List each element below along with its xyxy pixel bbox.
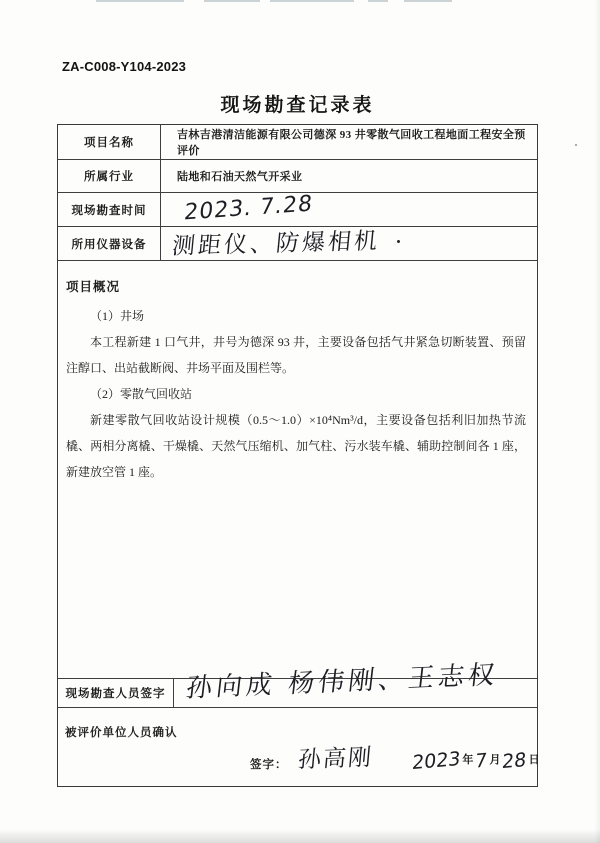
overview-heading: 项目概况 [66,280,121,294]
equipment-label: 所用仪器设备 [71,238,147,251]
sign-here-label: 签字： [250,759,288,771]
confirmation-label: 被评价单位人员确认 [65,727,178,739]
day-unit-label: 日 [528,753,540,766]
scan-bottom-shadow [0,829,600,843]
year-unit-label: 年 [462,753,474,766]
scan-right-shadow [594,0,600,843]
scan-edge-mark [270,0,354,2]
confirmation-cell [58,708,537,787]
industry-label: 所属行业 [84,171,134,183]
handwritten-day: 28 [501,748,528,774]
handwritten-survey-date: 2023. 7.28 [182,191,315,226]
industry-label-cell [58,160,161,192]
handwritten-equipment-list: 测距仪、防爆相机 [170,228,382,260]
overview-section1-body: 本工程新建 1 口气井，井号为德深 93 井，主要设备包括气井紧急切断装置、预留注醇口、出站截断阀、井场平面及围栏等。 [66,335,526,375]
handwritten-month: 7 [474,749,489,773]
table-row-industry [58,160,537,193]
equipment-value-cell [161,227,537,260]
surveyor-signatures-value-cell [174,679,537,707]
month-unit-label: 月 [489,753,501,766]
survey-form-table [57,124,538,787]
project-name-label-cell [58,125,161,159]
table-row-project-name [58,125,537,160]
overview-section2-body: 新建零散气回收站设计规模（0.5～1.0）×10⁴Nm³/d，主要设备包括利旧加热节流橇、两相分离橇、干燥橇、天然气压缩机、加气柱、污水装车橇、辅助控制间各 1 座，新建放空管 1 座。 [66,413,526,479]
survey-time-label: 现场勘查时间 [71,204,147,217]
scan-edge-mark [96,0,184,2]
surveyor-signatures-label: 现场勘查人员签字 [65,688,166,700]
survey-time-value-cell [161,193,537,226]
survey-time-label-cell [58,193,161,226]
industry-value: 陆地和石油天然气开采业 [177,171,303,183]
overview-section1-title: （1）井场 [90,309,145,323]
table-row-equipment [58,227,537,261]
scan-edge-mark [404,0,452,2]
scan-edge-mark [204,0,260,2]
table-row-surveyor-signatures [58,679,537,708]
confirmation-date [411,747,542,775]
surveyor-signatures-label-cell [58,679,174,707]
project-overview-content [58,261,537,485]
handwritten-confirmer-signature: 孙高刚 [296,744,375,774]
overview-section2-title: （2）零散气回收站 [90,387,193,401]
project-overview-cell [58,261,537,679]
ink-speck [575,144,577,146]
project-name-label: 项目名称 [84,137,134,149]
scan-edge-mark [368,0,388,2]
document-code: ZA-C008-Y104-2023 [62,59,187,74]
table-row-survey-time [58,193,537,227]
page-title: 现场勘查记录表 [220,95,375,116]
equipment-label-cell [58,227,161,260]
handwritten-year: 2023 [411,747,462,775]
handwritten-surveyor-signatures: 孙向成 杨伟刚、王志权 [184,660,500,704]
project-name-value-cell [161,125,537,159]
industry-value-cell [161,160,537,192]
project-name-value: 吉林吉港清洁能源有限公司德深 93 井零散气回收工程地面工程安全预评价 [177,129,526,157]
